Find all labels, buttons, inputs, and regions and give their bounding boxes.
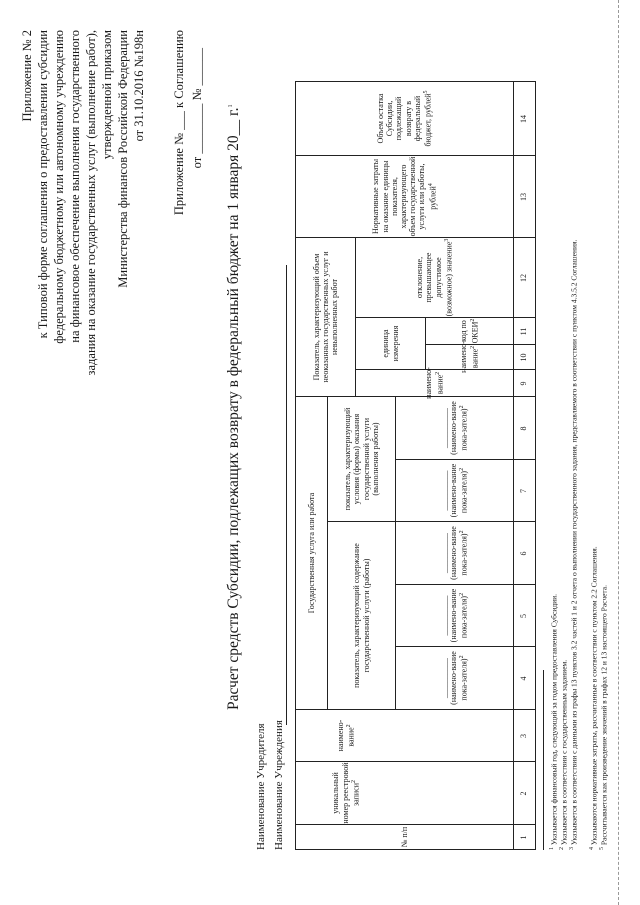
col-unit-header: единица измерения	[381, 325, 400, 362]
col-number: 3	[519, 734, 528, 738]
col-9-header: наимено-вание$^2$	[424, 367, 445, 399]
institution-label: Наименование Учреждения	[273, 720, 285, 850]
footnote-divider	[543, 670, 544, 850]
founder-label: Наименование Учредителя	[255, 723, 267, 850]
col-num-header: № п/п	[399, 826, 409, 848]
col-number: 1	[519, 835, 528, 840]
annex-title: Приложение № 2	[20, 30, 34, 122]
col-6-header: __________ (наимено-вание пока-зателя)$^2$	[439, 526, 469, 580]
page-title: Расчет средств Субсидии, подлежащих возврату в федеральный бюджет на 1 января 20__ г.$^1$	[225, 104, 242, 710]
annex-line-1: к Типовой форме соглашения о предоставлении субсидии	[36, 30, 50, 339]
col-number: 6	[519, 551, 528, 556]
col-registry-header: уникальный номер реестровой записи$^2$	[331, 762, 361, 824]
calculation-table	[295, 82, 535, 850]
annex-line-7: от 31.10.2016 №198н	[132, 30, 146, 142]
col-number: 11	[519, 327, 528, 336]
footnote-3: $^3$ Указывается в соответствии с данными из графы 13 пунктов 3.2 частей 1 и 2 отчета о выполнении государственного задания, представляемого в соответствии с пунктом 4.3.5.2 Соглашения.	[569, 239, 579, 850]
annex-line-6: Министерства финансов Российской Федерации	[116, 30, 130, 288]
annex-line-3: на финансовое обеспечение выполнения государственного	[68, 30, 82, 343]
col-number: 9	[519, 381, 528, 386]
col-number: 10	[519, 353, 528, 362]
col-8-header: __________ (наимено-вание пока-зателя)$^2$	[439, 401, 469, 455]
col-number: 2	[519, 791, 528, 796]
col-number: 4	[519, 676, 528, 681]
footnote-1: $^1$ Указывается финансовый год, следующий за годом предоставления Субсидии.	[549, 593, 559, 850]
col-4-header: __________ (наимено-вание пока-зателя)$^2$	[439, 651, 469, 705]
footnote-5: $^5$ Рассчитывается как произведение значений в графах 12 и 13 настоящего Расчета.	[599, 584, 609, 850]
col-number: 5	[519, 614, 528, 618]
col-13-header: Нормативные затраты на оказание единицы показателя, характеризующего объем государственной услуги или работы, рублей$^4$	[371, 156, 438, 237]
agreement-annex: Приложение № ___ к Соглашению	[172, 30, 186, 216]
agreement-date: от ________ № ______	[190, 48, 204, 169]
col-number: 14	[519, 115, 528, 123]
col-name-header: наимено-вание$^2$	[335, 719, 356, 752]
col-number: 8	[519, 426, 528, 431]
scan-fold-line	[618, 0, 619, 905]
col-12-header: отклонение, превышающее допустимое (возможное) значение$^3$	[415, 238, 454, 317]
col-volume-header: Показатель, характеризующий объем неоказанных государственных услуг и невыполненных работ	[311, 251, 340, 383]
col-7-header: __________ (наимено-вание пока-зателя)$^2$	[439, 463, 469, 518]
footnote-4: $^4$ Указываются нормативные затраты, рассчитанные в соответствии с пунктом 2.2 Соглашения.	[589, 546, 599, 850]
col-14-header: Объем остатка Субсидии, подлежащий возврату в федеральный бюджет, рублей$^5$	[376, 90, 433, 147]
footnote-2: $^2$ Указывается в соответствии с государственным заданием.	[559, 659, 569, 850]
col-conditions-header: показатель, характеризующий условия (формы) оказания государственной услуги (выполнения работы)	[343, 407, 380, 511]
col-number: 12	[519, 274, 528, 282]
col-service-header: Государственная услуга или работа	[306, 492, 316, 614]
col-11-header: код по ОКЕИ$^2$	[459, 318, 480, 344]
col-10-header: наимено-вание$^2$	[459, 341, 480, 373]
annex-line-2: федеральному бюджетному или автономному учреждению	[52, 30, 66, 344]
col-number: 13	[519, 193, 528, 201]
col-content-header: показатель, характеризующий содержание государственной услуги (работы)	[352, 543, 371, 688]
col-number: 7	[519, 489, 528, 493]
col-5-header: __________ (наимено-вание пока-зателя)$^2$	[439, 588, 469, 643]
institution-underline	[286, 265, 287, 725]
annex-line-4: задания на оказание государственных услуг (выполнение работ),	[84, 30, 98, 376]
annex-line-5: утвержденной приказом	[100, 30, 114, 160]
